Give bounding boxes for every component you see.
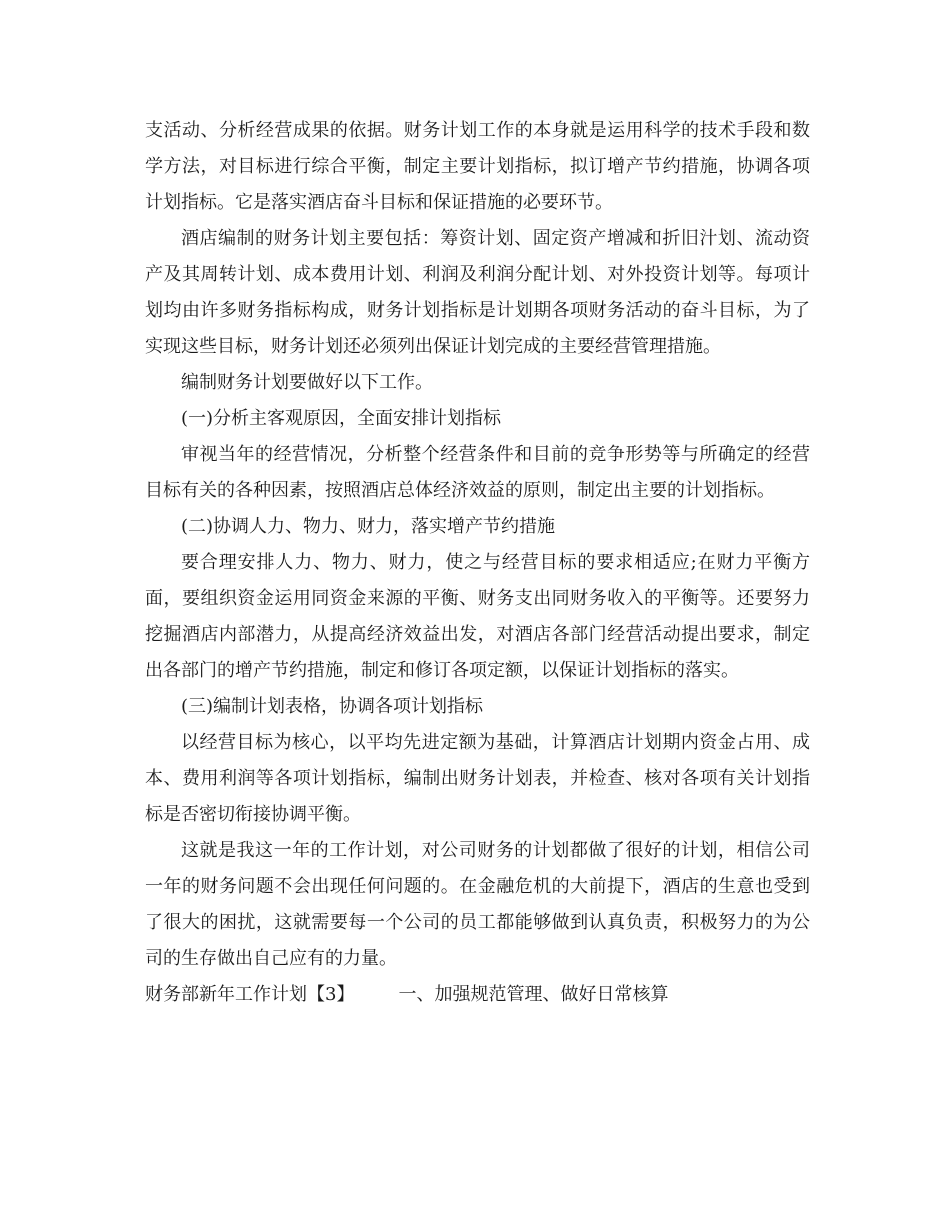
next-section-title: 财务部新年工作计划【3】 bbox=[145, 984, 355, 1005]
next-section-heading-line bbox=[145, 977, 810, 1013]
document-body bbox=[145, 113, 810, 1013]
subheading-3: (三)编制计划表格，协调各项计划指标 bbox=[181, 696, 484, 717]
subheading-2: (二)协调人力、物力、财力，落实增产节约措施 bbox=[181, 516, 556, 537]
paragraph-section-1: 审视当年的经营情况，分析整个经营条件和目前的竞争形势等与所确定的经营目标有关的各种因素，按照酒店总体经济效益的原则，制定出主要的计划指标。 bbox=[145, 444, 810, 501]
subheading-1: (一)分析主客观原因，全面安排计划指标 bbox=[181, 408, 502, 429]
paragraph-work-intro: 编制财务计划要做好以下工作。 bbox=[181, 372, 433, 393]
paragraph-section-3: 以经营目标为核心，以平均先进定额为基础，计算酒店计划期内资金占用、成本、费用利润等各项计划指标，编制出财务计划表，并检查、核对各项有关计划指标是否密切衔接协调平衡。 bbox=[145, 732, 810, 825]
paragraph-section-2: 要合理安排人力、物力、财力，使之与经营目标的要求相适应;在财力平衡方面，要组织资金运用同资金来源的平衡、财务支出同财务收入的平衡等。还要努力挖掘酒店内部潜力，从提高经济效益出发，对酒店各部门经营活动提出要求，制定出各部门的增产节约措施，制定和修订各项定额，以保证计划指标的落实。 bbox=[145, 552, 810, 681]
paragraph-plan-contents: 酒店编制的财务计划主要包括：筹资计划、固定资产增减和折旧汁划、流动资产及其周转计划、成本费用计划、利润及利润分配计划、对外投资计划等。每项计划均由许多财务指标构成，财务计划指标是计划期各项财务活动的奋斗目标，为了实现这些目标，财务计划还必须列出保证计划完成的主要经营管理措施。 bbox=[145, 228, 810, 357]
paragraph-conclusion: 这就是我这一年的工作计划，对公司财务的计划都做了很好的计划，相信公司一年的财务问题不会出现任何问题的。在金融危机的大前提下，酒店的生意也受到了很大的困扰，这就需要每一个公司的员工都能够做到认真负责，积极努力的为公司的生存做出自己应有的力量。 bbox=[145, 840, 810, 969]
next-section-subtitle: 一、加强规范管理、做好日常核算 bbox=[398, 984, 669, 1005]
paragraph-intro-continuation: 支活动、分析经营成果的依据。财务计划工作的本身就是运用科学的技术手段和数学方法，对目标进行综合平衡，制定主要计划指标，拟订增产节约措施，协调各项计划指标。它是落实酒店奋斗目标和保证措施的必要环节。 bbox=[145, 120, 810, 213]
